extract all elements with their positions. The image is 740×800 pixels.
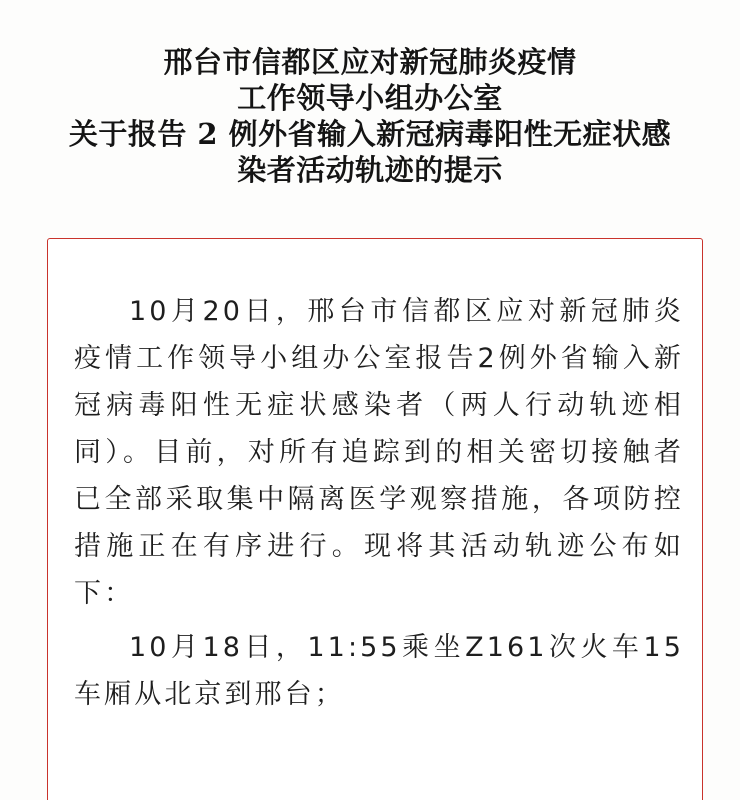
title-line-1: 邢台市信都区应对新冠肺炎疫情 xyxy=(163,45,577,79)
document-title xyxy=(0,44,740,188)
notice-paragraph-summary: 10月20日，邢台市信都区应对新冠肺炎疫情工作领导小组办公室报告2例外省输入新冠病毒阳性无症状感染者（两人行动轨迹相同）。目前，对所有追踪到的相关密切接触者已全部采取集中隔离医学观察措施，各项防控措施正在有序进行。现将其活动轨迹公布如下： xyxy=(74,296,684,609)
notice-paragraph-itinerary: 10月18日，11:55乘坐Z161次火车15车厢从北京到邢台； xyxy=(74,632,684,710)
title-line-4: 染者活动轨迹的提示 xyxy=(237,153,503,187)
notice-body xyxy=(74,288,684,725)
title-line-2: 工作领导小组办公室 xyxy=(237,81,503,115)
title-line-3: 关于报告 2 例外省输入新冠病毒阳性无症状感 xyxy=(68,117,672,151)
